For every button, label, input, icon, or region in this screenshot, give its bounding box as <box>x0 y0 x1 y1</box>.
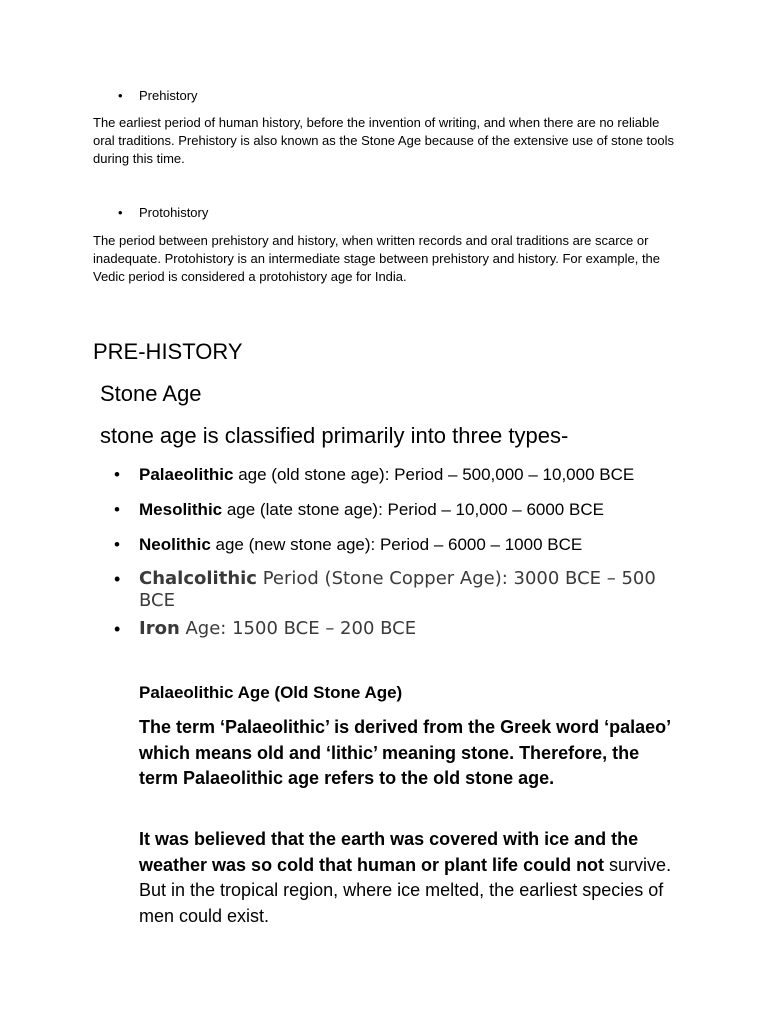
list-item-text <box>139 464 679 486</box>
list-item-text <box>139 499 679 521</box>
bullet-dot: • <box>114 619 121 639</box>
bullet-dot: • <box>118 205 123 220</box>
bullet-dot: • <box>118 88 123 103</box>
bullet-dot: • <box>114 569 121 589</box>
list-item-text <box>139 534 679 556</box>
bullet-dot: • <box>114 535 120 554</box>
term-description: Age: 1500 BCE – 200 BCE <box>179 618 417 639</box>
bullet-dot: • <box>114 465 120 484</box>
protohistory-definition: The period between prehistory and history, when written records and oral traditions are scarce or inadequate. Protohistory is an intermediate stage between prehistory and history. For example, the Vedic period is considered a protohistory age for India. <box>93 233 661 284</box>
climate-bold-text: It was believed that the earth was covered with ice and the weather was so cold that human or plant life could not <box>139 829 639 875</box>
bullet-dot: • <box>114 500 120 519</box>
palaeolithic-climate-paragraph <box>139 827 679 929</box>
classification-intro: stone age is classified primarily into three types- <box>100 423 569 448</box>
term-description: age (new stone age): Period – 6000 – 1000 BCE <box>210 535 583 554</box>
palaeolithic-etymology-paragraph: The term ‘Palaeolithic’ is derived from the Greek word ‘palaeo’ which means old and ‘lithic’ meaning stone. Therefore, the term Palaeolithic age refers to the old stone age. <box>139 717 671 788</box>
section-heading-stone-age: Stone Age <box>100 381 202 406</box>
section-heading-prehistory: PRE-HISTORY <box>93 339 243 364</box>
term-description: Period (Stone Copper Age): 3000 BCE – 500 BCE <box>139 568 656 611</box>
palaeolithic-section-title: Palaeolithic Age (Old Stone Age) <box>139 683 403 702</box>
bullet-label: Protohistory <box>139 205 209 220</box>
term-description: age (late stone age): Period – 10,000 – 6000 BCE <box>222 500 604 519</box>
prehistory-definition: The earliest period of human history, before the invention of writing, and when there are no reliable oral traditions. Prehistory is also known as the Stone Age because of the extensive use of stone tools during this time. <box>93 115 675 166</box>
term: Palaeolithic <box>139 465 234 484</box>
term: Chalcolithic <box>139 568 257 589</box>
list-item-text <box>139 618 684 640</box>
term-description: age (old stone age): Period – 500,000 – 10,000 BCE <box>233 465 635 484</box>
list-item-text <box>139 568 684 612</box>
term: Iron <box>139 618 180 639</box>
climate-regular-text: survive. But in the tropical region, where ice melted, the earliest species of men could exist. <box>139 854 672 926</box>
bullet-label: Prehistory <box>139 88 198 103</box>
term: Mesolithic <box>139 500 223 519</box>
term: Neolithic <box>139 535 211 554</box>
